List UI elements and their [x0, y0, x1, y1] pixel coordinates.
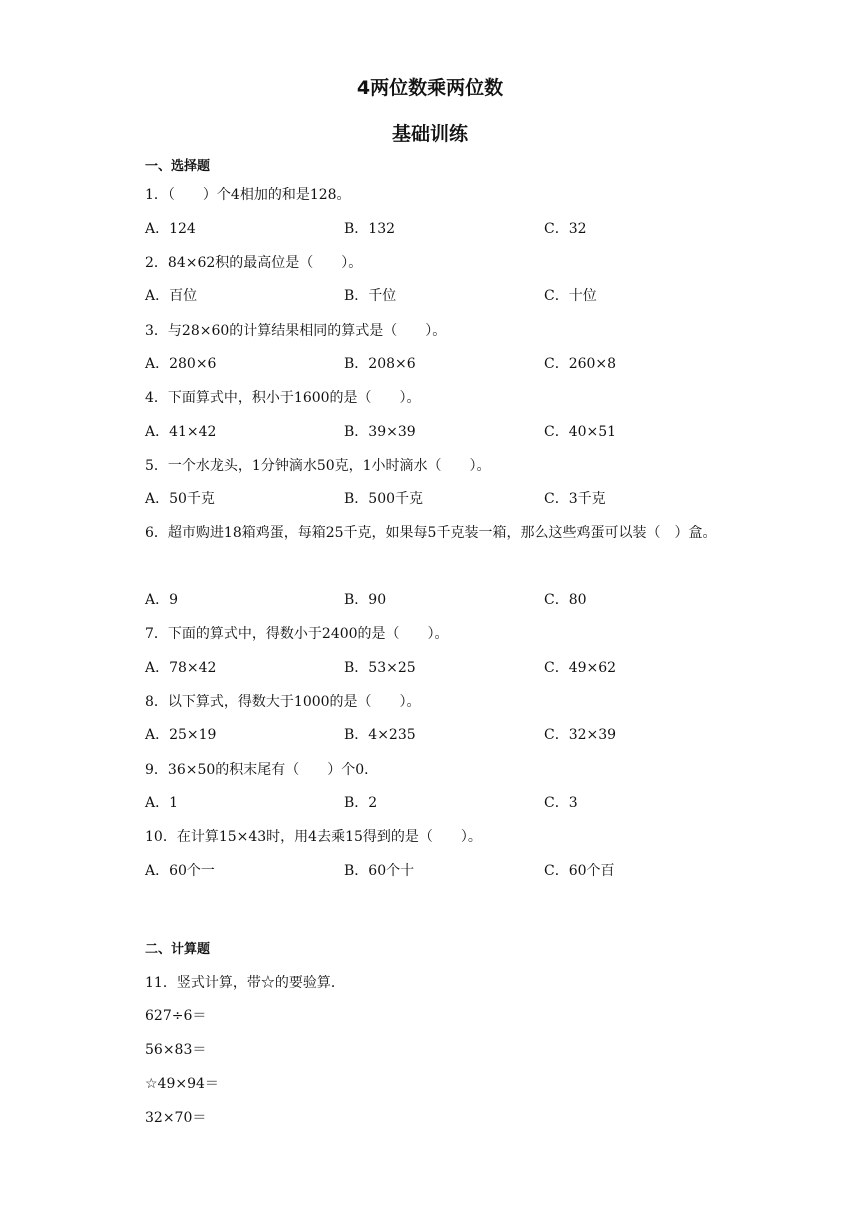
q10-option-a: A．60个一	[145, 863, 215, 879]
q3-option-b: B．208×6	[344, 356, 416, 372]
question-2: 2．84×62积的最高位是（ ）。	[145, 255, 363, 271]
q1-option-a: A．124	[145, 221, 196, 237]
question-3: 3．与28×60的计算结果相同的算式是（ ）。	[145, 323, 447, 339]
question-4: 4．下面算式中，积小于1600的是（ ）。	[145, 390, 421, 406]
page-subtitle: 基础训练	[391, 123, 468, 145]
question-7: 7．下面的算式中，得数小于2400的是（ ）。	[145, 626, 449, 642]
q1-option-b: B．132	[344, 221, 396, 237]
q6-option-a: A．9	[145, 592, 179, 608]
q8-option-a: A．25×19	[145, 727, 217, 743]
question-6: 6．超市购进18箱鸡蛋，每箱25千克，如果每5千克装一箱，那么这些鸡蛋可以装（ ）盒。	[145, 525, 717, 541]
q9-option-b: B．2	[344, 795, 378, 811]
q1-option-c: C．32	[544, 221, 587, 237]
question-5: 5．一个水龙头，1分钟滴水50克，1小时滴水（ ）。	[145, 458, 491, 474]
section-heading-calculation: 二、计算题	[145, 942, 211, 957]
calc-item: 32×70＝	[145, 1110, 207, 1126]
calc-item: 627÷6＝	[145, 1008, 207, 1024]
section-heading-choice: 一、选择题	[145, 159, 211, 174]
q6-option-c: C．80	[544, 592, 587, 608]
q10-option-b: B．60个十	[344, 863, 415, 879]
calc-item: 56×83＝	[145, 1042, 207, 1058]
q4-option-a: A．41×42	[145, 424, 217, 440]
q5-option-a: A．50千克	[145, 491, 215, 507]
q9-option-a: A．1	[145, 795, 179, 811]
question-10: 10．在计算15×43时，用4去乘15得到的是（ ）。	[145, 829, 482, 845]
q3-option-c: C．260×8	[544, 356, 617, 372]
q2-option-b: B．千位	[344, 288, 397, 304]
page-title: 4两位数乘两位数	[356, 77, 504, 99]
q10-option-c: C．60个百	[544, 863, 615, 879]
q3-option-a: A．280×6	[145, 356, 217, 372]
q2-option-c: C．十位	[544, 288, 597, 304]
q2-option-a: A．百位	[145, 288, 198, 304]
q5-option-c: C．3千克	[544, 491, 606, 507]
q7-option-a: A．78×42	[145, 660, 217, 676]
question-9: 9．36×50的积末尾有（ ）个0．	[145, 762, 379, 778]
question-1: 1．（ ）个4相加的和是128。	[145, 187, 351, 203]
q8-option-c: C．32×39	[544, 727, 617, 743]
q6-option-b: B．90	[344, 592, 387, 608]
q7-option-b: B．53×25	[344, 660, 416, 676]
q9-option-c: C．3	[544, 795, 578, 811]
q7-option-c: C．49×62	[544, 660, 617, 676]
q5-option-b: B．500千克	[344, 491, 424, 507]
q4-option-b: B．39×39	[344, 424, 416, 440]
q8-option-b: B．4×235	[344, 727, 416, 743]
calc-item: ☆49×94＝	[145, 1076, 219, 1092]
q4-option-c: C．40×51	[544, 424, 617, 440]
question-11: 11．竖式计算，带☆的要验算．	[145, 975, 345, 991]
question-8: 8．以下算式，得数大于1000的是（ ）。	[145, 694, 421, 710]
